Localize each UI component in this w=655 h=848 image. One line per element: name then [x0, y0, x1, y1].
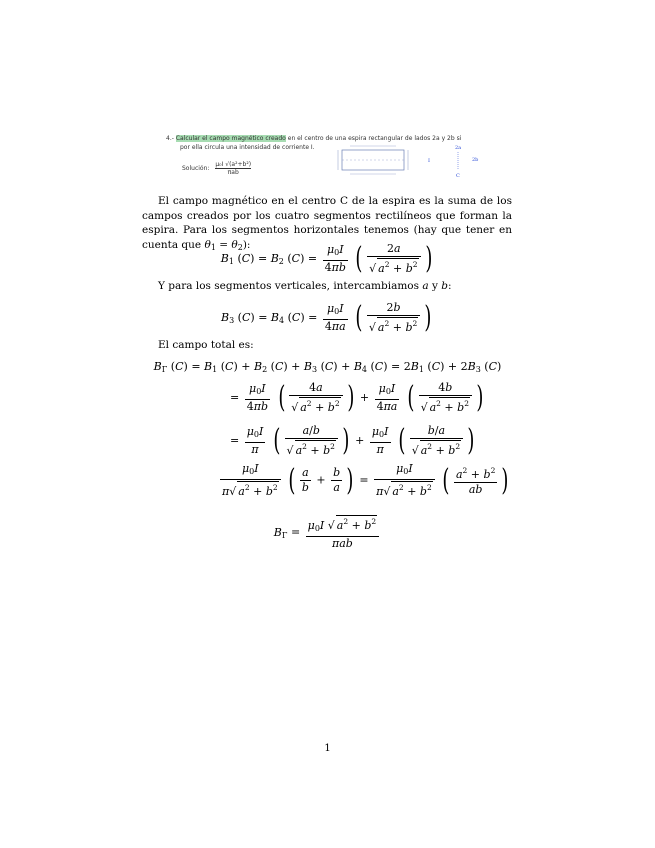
- problem-highlight: Calcular el campo magnético creado: [175, 135, 286, 142]
- equation-total-sum: $B_\Gamma$ $(C) = B_1$ $(C) + B_2$ $(C) + B_3$ $(C) + B_4$ $(C) = 2B_1$ $(C) + 2B_3$ (C): [153, 360, 502, 374]
- equation-total-step3: $\frac{\mu_0I}{\pi√ a^2 + b^2}$ ( $\frac{a}{b}$ + $\frac{b}{a}$ ) = $\frac{\mu_0I}{\pi√ a^2 + b^2}$ ( $\frac{a^2 + b^2}{ab}$ ): [222, 462, 509, 498]
- equation-final-result: $B_\Gamma$ = $\frac{\mu_0I √ a^2 + b^2}{\text{πab}}$: [0, 515, 655, 550]
- page-number: 1: [324, 743, 331, 754]
- problem-line2: por ella circula una intensidad de corriente I.: [180, 144, 315, 151]
- paragraph-total: El campo total es:: [158, 339, 254, 351]
- problem-number: 4.-: [166, 135, 174, 142]
- problem-line1: en el centro de una espira rectangular de lados 2a y 2b si: [287, 135, 462, 142]
- figure-label-2a: 2a: [455, 145, 462, 151]
- paragraph-intro: El campo magnético en el centro C de la espira es la suma de los campos creados por los cuatro segmentos rectilíneos que forman la espira. Para los segmentos horizontales tenemos (hay que tener en cuenta que $\theta_1 = \theta_2$):: [142, 195, 512, 252]
- equation-total-step1: = $\frac{\mu_0I}{4\pi b}$ ( $\frac{4a}{√ a^2 + b^2}$ ) + $\frac{\mu_0I}{4\pi a}$ ( $\frac{4b}{√ a^2 + b^2}$ ): [230, 380, 484, 415]
- loop-figure: [330, 140, 500, 182]
- equation-total-step2: = $\frac{\mu_0I}{\pi}$ ( $\frac{a/b}{√ a^2 + b^2}$ ) + $\frac{\mu_0I}{\pi}$ ( $\frac{b/a}{√ a^2 + b^2}$ ): [230, 423, 475, 458]
- solution-label: Solución:: [182, 165, 210, 172]
- equation-horizontal: $B_1$ $(C) = B_2$ (C) = $\frac{\mu_0I}{4\pi b}$ ( $\frac{2a}{√ a^2 + b^2}$ ): [220, 241, 432, 276]
- solution-formula-num: μ₀I √(a²+b²): [215, 161, 252, 168]
- solution-row: [182, 161, 251, 176]
- figure-label-c: C: [456, 173, 460, 179]
- paragraph-vertical: Y para los segmentos verticales, intercambiamos a y b:: [158, 280, 452, 292]
- figure-label-2b: 2b: [472, 157, 479, 163]
- figure-label-i: I: [428, 158, 430, 164]
- solution-formula-den: πab: [215, 168, 251, 176]
- equation-vertical: $B_3$ $(C) = B_4$ (C) = $\frac{\mu_0I}{4\pi a}$ ( $\frac{2b}{√ a^2 + b^2}$ ): [221, 300, 432, 335]
